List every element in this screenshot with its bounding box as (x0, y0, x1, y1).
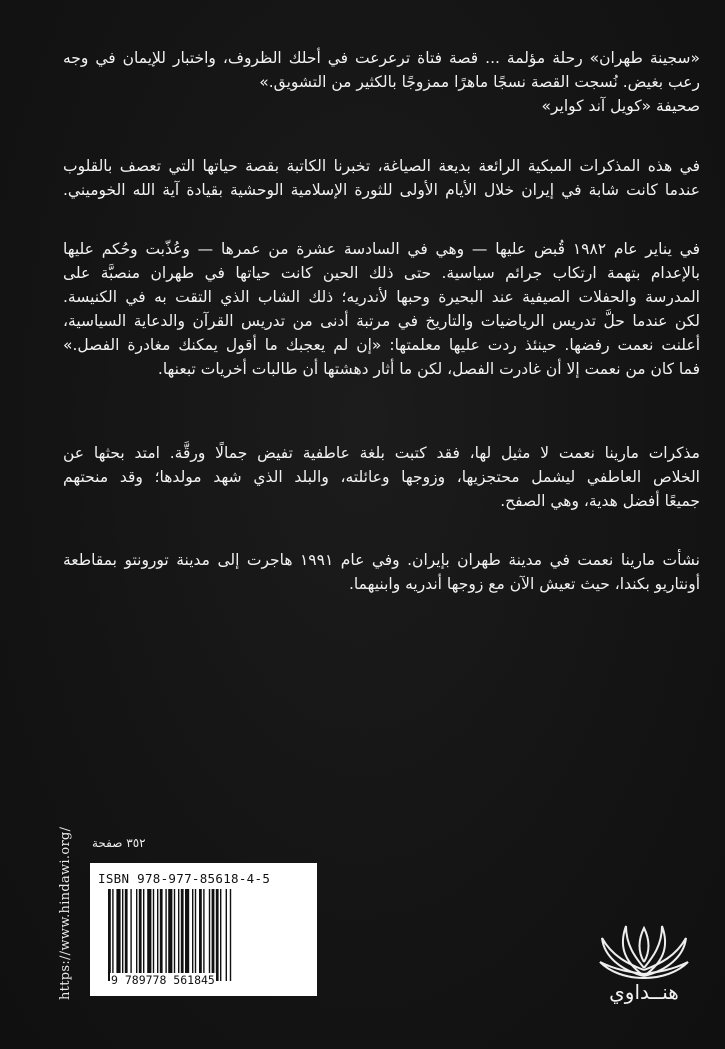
barcode-bar (199, 889, 202, 981)
barcode-bar (195, 889, 196, 981)
barcode-bar (125, 889, 128, 981)
text-line: المدرسة والحفلات الصيفية عند البحيرة وحبها لأندريه؛ ذلك الشاب الذي التقت به في الكنيسة. (63, 288, 700, 306)
text-line: في هذه المذكرات المبكية الرائعة بديعة الصياغة، تخبرنا الكاتبة بقصة حياتها التي تعصف بالقلوب (63, 157, 700, 175)
paragraph-intro (63, 154, 700, 202)
text-line: جميعًا أفضل هدية، وهي الصفح. (500, 492, 700, 510)
quote-attribution: صحيفة «كويل آند كواير» (541, 97, 700, 115)
barcode-bar (212, 889, 215, 981)
barcode-bar (185, 889, 189, 981)
barcode-bar (230, 889, 231, 981)
lotus-icon (596, 918, 692, 980)
barcode-bar (147, 889, 151, 981)
publisher-name: هنــداوي (609, 980, 679, 1004)
quote-line: رعب بغيض. نُسجت القصة نسجًا ماهرًا ممزوجًا بالكثير من التشويق.» (259, 73, 700, 91)
barcode-digits: 9 789778 561845 (111, 973, 215, 987)
barcode-bar (181, 889, 184, 981)
barcode-bar (112, 889, 113, 981)
text-line: لكن عندما حلَّ تدريس الرياضيات والتاريخ في مرتبة أدنى من تدريس القرآن والدعاية السياسية، (63, 312, 700, 330)
barcode-bar (168, 889, 172, 981)
barcode-bar (116, 889, 120, 981)
paragraph-memoir (63, 441, 700, 513)
barcode-bar (220, 889, 221, 981)
text-line: مذكرات مارينا نعمت لا مثيل لها، فقد كتبت بلغة عاطفية تفيض جمالًا ورقَّة. امتد بحثها عن (63, 444, 700, 462)
isbn-number: ISBN 978-977-85618-4-5 (98, 871, 271, 886)
text-line: فما كان من نعمت إلا أن غادرت الفصل، لكن ما أثار دهشتها أن طالبات أخريات تبعنها. (157, 360, 700, 378)
barcode-bar (157, 889, 158, 981)
barcode-bar (136, 889, 137, 981)
barcode-bar (130, 889, 131, 981)
isbn-barcode (90, 863, 317, 996)
barcode-bar (203, 889, 204, 981)
barcode-bar (165, 889, 166, 981)
text-line: عندما كانت شابة في إيران خلال الأيام الأولى للثورة الإسلامية الوحشية بقيادة آية الله الخوميني. (63, 181, 700, 199)
paragraph-author-bio (63, 548, 700, 596)
barcode-bar (108, 889, 111, 981)
quote-line: «سجينة طهران» رحلة مؤلمة ... قصة فتاة ترعرعت في أحلك الظروف، واختبار للإيمان في وجه (63, 49, 700, 67)
text-line: الخلاص العاطفي ليشمل محتجزيها، وزوجها وعائلته، والبلد الذي شهد مولدها؛ وقد منحتهم (63, 468, 700, 486)
text-line: أعلنت نعمت رفضها. حينئذ ردت عليها معلمتها: «إن لم يعجبك ما أقول يمكنك مغادرة الفصل.» (63, 336, 700, 354)
barcode-bar (192, 889, 193, 981)
barcode-bar (226, 889, 227, 981)
barcode-bar (143, 889, 144, 981)
review-quote (63, 46, 700, 118)
barcode-bar (178, 889, 179, 981)
barcode-bar (139, 889, 142, 981)
barcode-bar (216, 889, 219, 981)
text-line: أونتاريو بكندا، حيث تعيش الآن مع زوجها أندريه وابنيهما. (348, 575, 700, 593)
barcode-bar (160, 889, 163, 981)
barcode-bar (153, 889, 154, 981)
barcode-bar (209, 889, 210, 981)
publisher-url[interactable]: https://www.hindawi.org/ (58, 826, 73, 1000)
text-line: بالإعدام بتهمة ارتكاب جرائم سياسية. حتى ذلك الحين كانت حياتها في طهران منصبَّة على (63, 264, 700, 282)
text-line: في يناير عام ١٩٨٢ قُبض عليها — وهي في السادسة عشرة من عمرها — وعُذّبت وحُكم عليها (63, 240, 701, 258)
publisher-logo (596, 918, 692, 1006)
barcode-bar (174, 889, 175, 981)
text-line: نشأت مارينا نعمت في مدينة طهران بإيران. وفي عام ١٩٩١ هاجرت إلى مدينة تورونتو بمقاطعة (63, 551, 700, 569)
page-count: ٣٥٢ صفحة (92, 836, 146, 850)
paragraph-arrest (63, 237, 700, 381)
barcode-bar (122, 889, 123, 981)
